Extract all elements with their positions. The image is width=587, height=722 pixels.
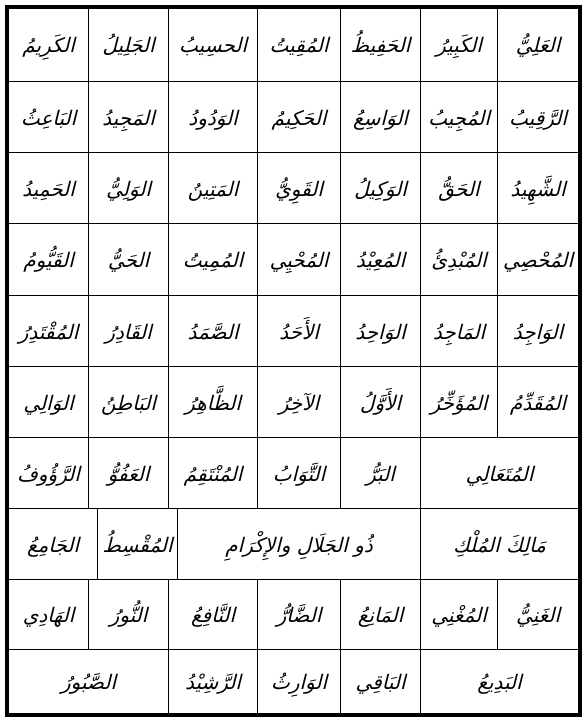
name-cell: المَجِيدُ — [88, 82, 168, 153]
name-cell: المُبْدِئُ — [420, 224, 497, 296]
table-row — [9, 437, 578, 509]
name-cell: الوَلِيُّ — [88, 153, 168, 224]
name-cell: المُحْيِي — [257, 224, 340, 296]
name-cell: القَيُّومُ — [23, 248, 74, 272]
name-cell: الحَقُّ — [420, 153, 497, 224]
table-row — [9, 223, 578, 296]
name-cell: الغَنِيُّ — [497, 580, 578, 650]
name-cell: الوَاسِعُ — [340, 82, 420, 153]
name-cell: ذُو الجَلَالِ والإِكْرَامِ — [177, 509, 420, 580]
name-cell: الوَارِثُ — [257, 650, 340, 714]
name-cell: الرَّؤُوفُ — [17, 461, 80, 486]
name-cell: التَّوَابُ — [257, 438, 340, 509]
name-cell: الأَوَّلُ — [340, 367, 420, 438]
name-cell: الصَّمَدُ — [168, 296, 257, 367]
name-cell: الوَالِي — [23, 390, 74, 415]
name-cell: العَفُوُّ — [88, 438, 168, 509]
name-cell: الحَمِيدُ — [22, 176, 75, 201]
name-cell: الوَدُودُ — [168, 82, 257, 153]
name-cell: الوَاجِدُ — [497, 296, 578, 367]
name-cell: البَاعِثُ — [20, 105, 77, 130]
table-row — [9, 152, 578, 224]
name-cell: الحَكِيمُ — [257, 82, 340, 153]
names-table — [5, 5, 582, 717]
name-cell: العَلِيُّ — [497, 9, 578, 81]
name-cell: المُقْتَدِرُ — [18, 319, 79, 344]
name-cell: الكَبِيرُ — [420, 9, 497, 81]
name-cell: الصَّبُورُ — [60, 670, 117, 694]
name-cell: المَتِينُ — [168, 153, 257, 224]
name-cell: الضَّارُّ — [257, 580, 340, 650]
name-cell: الحَيُّ — [88, 224, 168, 296]
name-cell: المُغْنِي — [420, 580, 497, 650]
table-row — [9, 295, 578, 367]
name-cell: المُتَعَالِي — [420, 438, 578, 509]
name-cell: القَادِرُ — [88, 296, 168, 367]
table-row — [9, 579, 578, 650]
name-cell: البَاطِنُ — [88, 367, 168, 438]
name-cell: الظَّاهِرُ — [168, 367, 257, 438]
table-row — [9, 81, 578, 153]
name-cell: الحَفِيظُ — [340, 9, 420, 81]
name-cell: الرَّقِيبُ — [497, 82, 578, 153]
name-cell: المُؤَخِّرُ — [420, 367, 497, 438]
name-cell: الهَادِي — [22, 603, 75, 627]
name-cell: المُقَدِّمُ — [497, 367, 578, 438]
name-cell: المُعِيْدُ — [340, 224, 420, 296]
name-cell: المُحْصِي — [497, 224, 578, 296]
name-cell: الرَّشِيْدُ — [168, 650, 257, 714]
name-cell: النَّافِعُ — [168, 580, 257, 650]
name-cell: البَاقِي — [340, 650, 420, 714]
name-cell: القَوِيُّ — [257, 153, 340, 224]
name-cell: الجَلِيلُ — [88, 9, 168, 81]
name-cell: المَانِعُ — [340, 580, 420, 650]
table-row — [9, 508, 578, 580]
name-cell: الأَحَدُ — [257, 296, 340, 367]
name-cell: المُجِيبُ — [420, 82, 497, 153]
name-cell: المُقِيتُ — [257, 9, 340, 81]
name-cell: المُنْتَقِمُ — [168, 438, 257, 509]
name-cell: الجَامِعُ — [27, 532, 80, 557]
name-cell: الكَرِيمُ — [22, 33, 75, 57]
name-cell: الآخِرُ — [257, 367, 340, 438]
name-cell: النُّورُ — [88, 580, 168, 650]
name-cell: الوَكِيلُ — [340, 153, 420, 224]
name-cell: المَاجِدُ — [420, 296, 497, 367]
table-row — [9, 649, 578, 714]
name-cell: المُقْسِطُ — [97, 509, 177, 580]
name-cell: البَدِيعُ — [420, 650, 578, 714]
table-row — [9, 366, 578, 438]
name-cell: مَالِكَ المُلْكِ — [420, 509, 578, 580]
name-cell: المُمِيتُ — [168, 224, 257, 296]
name-cell: الوَاحِدُ — [340, 296, 420, 367]
name-cell: الشَّهِيدُ — [497, 153, 578, 224]
table-row — [9, 9, 578, 81]
name-cell: الحسِيبُ — [168, 9, 257, 81]
name-cell: البَرُّ — [340, 438, 420, 509]
